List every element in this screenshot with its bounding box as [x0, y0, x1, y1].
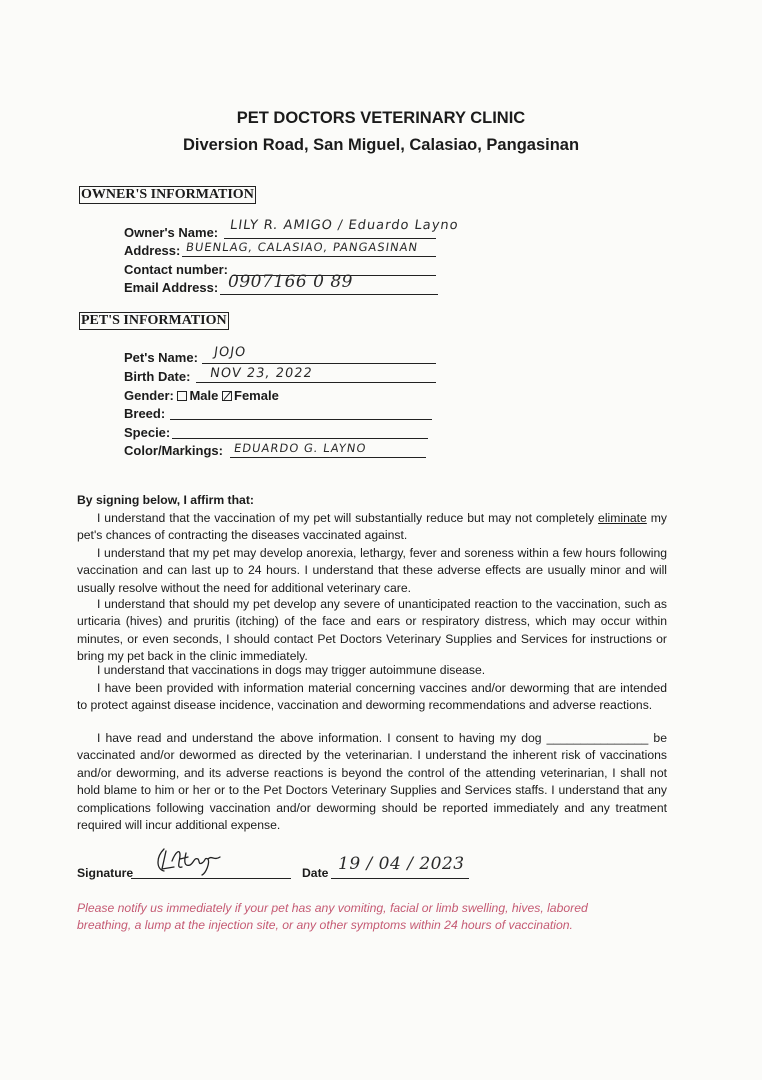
owner-name-value[interactable]: LILY R. AMIGO / Eduardo Layno [228, 218, 460, 233]
email-address-label: Email Address: [124, 280, 219, 295]
affirmation-intro: By signing below, I affirm that: [77, 493, 254, 507]
pet-section-heading: PET'S INFORMATION [81, 313, 227, 328]
color-markings-label: Color/Markings: [124, 443, 223, 458]
female-checkbox[interactable] [222, 391, 232, 401]
affirmation-paragraph-1 [77, 510, 667, 545]
owner-address-value[interactable]: BUENLAG, CALASIAO, PANGASINAN [185, 240, 420, 254]
owner-address-line [182, 256, 436, 257]
breed-label: Breed: [124, 406, 166, 421]
specie-line [172, 438, 428, 439]
owner-name-label: Owner's Name: [124, 225, 219, 240]
female-option-label: Female [234, 388, 279, 403]
date-value[interactable]: 19 / 04 / 2023 [338, 854, 465, 874]
birth-date-label: Birth Date: [124, 369, 191, 384]
owner-section-heading: OWNER'S INFORMATION [81, 187, 254, 202]
date-label: Date [302, 866, 329, 880]
contact-number-label: Contact number: [124, 262, 228, 277]
specie-label: Specie: [124, 425, 171, 440]
gender-row [124, 387, 279, 404]
male-option-label: Male [189, 388, 219, 403]
email-address-line [220, 294, 438, 295]
signature-scribble [150, 843, 230, 877]
notice-text: Please notify us immediately if your pet has any vomiting, facial or limb swelling, hives, labored breathing, a lump at the injection site, or any other symptoms within 24 hours of vaccination. [77, 901, 588, 933]
male-checkbox[interactable] [177, 391, 187, 401]
clinic-address: Diversion Road, San Miguel, Calasiao, Pangasinan [182, 136, 580, 154]
affirmation-paragraph-3: I understand that should my pet develop any severe of unanticipated reaction to the vaccination, such as urticaria (hives) and pruritis (itching) of the face and ears or respiratory distress, which may occur within minutes, or even seconds, I should contact Pet Doctors Veterinary Supplies and Services for instructions or bring my pet back in the clinic immediately. [77, 597, 667, 664]
affirmation-paragraph-1-start: I understand that the vaccination of my pet will substantially reduce but may not completely [97, 511, 599, 525]
pet-name-value[interactable]: JOJO [212, 345, 248, 360]
signature-line[interactable] [131, 878, 291, 879]
pet-name-label: Pet's Name: [124, 350, 198, 365]
pet-name-line [202, 363, 436, 364]
affirmation-paragraph-4: I understand that vaccinations in dogs may trigger autoimmune disease. [97, 663, 486, 677]
email-address-value[interactable]: 0907166 0 89 [228, 272, 353, 292]
signature-label: Signature [77, 866, 134, 880]
birth-date-value[interactable]: NOV 23, 2022 [208, 366, 314, 381]
clinic-name: PET DOCTORS VETERINARY CLINIC [236, 109, 526, 127]
affirmation-paragraph-6: I have read and understand the above information. I consent to having my dog _______________ be vaccinated and/or dewormed as directed by the veterinarian. I understand the inherent risk of vaccinations and/or deworming, and its adverse reactions is beyond the control of the attending veterinarian, I shall not hold blame to him or her or to the Pet Doctors Veterinary Supplies and Services staffs. I understand that any complications following vaccination and/or deworming should be reported immediately and any treatment required will incur additional expense. [77, 731, 667, 833]
affirmation-paragraph-1-end: my pet's chances of contracting the diseases vaccinated against. [77, 511, 667, 543]
birth-date-line [196, 382, 436, 383]
breed-line [170, 419, 432, 420]
owner-name-line [224, 238, 436, 239]
affirmation-paragraph-2: I understand that my pet may develop anorexia, lethargy, fever and soreness within a few hours following vaccination and can last up to 24 hours. I understand that these adverse effects are usually minor and will usually resolve without the need for additional veterinary care. [77, 546, 667, 595]
affirmation-paragraph-5: I have been provided with information material concerning vaccines and/or deworming that are intended to protect against disease incidence, vaccination and deworming recommendations and adverse reactions. [77, 681, 667, 713]
date-line [331, 878, 469, 879]
owner-address-label: Address: [124, 243, 181, 258]
color-markings-value[interactable]: EDUARDO G. LAYNO [233, 441, 368, 455]
eliminate-underlined: eliminate [598, 511, 647, 525]
color-markings-line [230, 457, 426, 458]
gender-label: Gender: [124, 388, 174, 403]
